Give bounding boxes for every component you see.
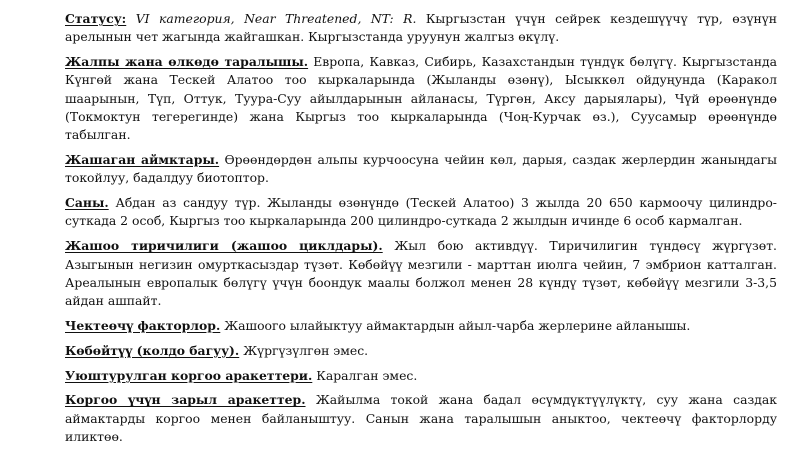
section-habitat [65, 151, 777, 188]
breeding-heading: Көбөйтүү (колдо багуу). [65, 342, 240, 358]
protection-needed-heading: Коргоо үчүн зарыл аракеттер. [65, 392, 306, 408]
section-life-cycle [65, 237, 777, 310]
distribution-heading: Жалпы жана өлкөдө таралышы. [65, 54, 309, 70]
distribution-text: Европа, Кавказ, Сибирь, Казахстандын түндүк бөлүгү. Кыргызстанда Күнгөй жана Тескей Алатоо тоо кыркаларында (Жыланды өзөнү), Ысыккөл ойдуңунда (Каракол шаарынын, Түп, Оттук, Туура-Суу айылдарынын айланасы, Түргөн, Аксу дарыялары), Чүй өрөөнүндө (Токмоктун тегерегинде) жана Кыргыз тоо кыркаларында (Чоң-Курчак өз.), Суусамыр өрөөнүндө табылган. [65, 54, 777, 143]
habitat-heading: Жашаган аймктары. [65, 152, 220, 168]
document-page [65, 10, 777, 453]
limiting-factors-text: Жашоого ылайыктуу аймактардын айыл-чарба жерлерине айланышы. [224, 317, 691, 333]
section-abundance [65, 194, 777, 231]
status-heading: Статусу: [65, 11, 127, 26]
protection-taken-heading: Уюштурулган коргоо аракеттери. [65, 367, 313, 383]
breeding-text: Жүргүзүлгөн эмес. [243, 342, 369, 358]
section-status [65, 10, 777, 47]
section-limiting-factors [65, 317, 777, 335]
protection-taken-text: Каралган эмес. [316, 367, 418, 383]
section-breeding [65, 342, 777, 360]
status-category: VI категория, Near Threatened, NT: R. [135, 11, 417, 26]
section-distribution [65, 53, 777, 144]
life-cycle-heading: Жашоо тиричилиги (жашоо циклдары). [65, 238, 383, 254]
life-cycle-text: Жыл бою активдүү. Тиричилигин түндөсү жүргүзөт. Азыгынын негизин омурткасыздар түзөт. Көбөйүү мезгили - марттан июлга чейин, 7 эмбрион катталган. Ареалынын европалык бөлүгү үчүн боондук маалы болжол менен 28 күндү түзөт, көбөйүү мезгили 3-3,5 айдан ашпайт. [65, 238, 777, 309]
habitat-text: Өрөөндөрдөн альпы курчоосуна чейин көл, дарыя, саздак жерлердин жаныңдагы токойлуу, бадалдуу биотоптор. [65, 152, 777, 186]
abundance-text: Абдан аз сандуу түр. Жыланды өзөнүндө (Тескей Алатоо) 3 жылда 20 650 кармоочу цилиндро-суткада 2 особ, Кыргыз тоо кыркаларында 200 цилиндро-суткада 2 жылдын ичинде 6 особ кармалган. [65, 195, 777, 229]
limiting-factors-heading: Чектеөчү факторлор. [65, 317, 221, 333]
protection-needed-text: Жайылма токой жана бадал өсүмдүктүүлүктү, суу жана саздак аймактарды коргоо менен байланыштуу. Санын жана таралышын аныктоо, чектеөчү факторлорду иликтөө. [65, 392, 777, 444]
abundance-heading: Саны. [65, 195, 109, 211]
status-text: Кыргызстан үчүн сейрек кездешүүчү түр, өзүнүн арелынын чет жагында жайгашкан. Кыргызстанда уруунун жалгыз өкүлү. [65, 11, 777, 45]
section-protection-taken [65, 367, 777, 385]
section-protection-needed [65, 391, 777, 446]
